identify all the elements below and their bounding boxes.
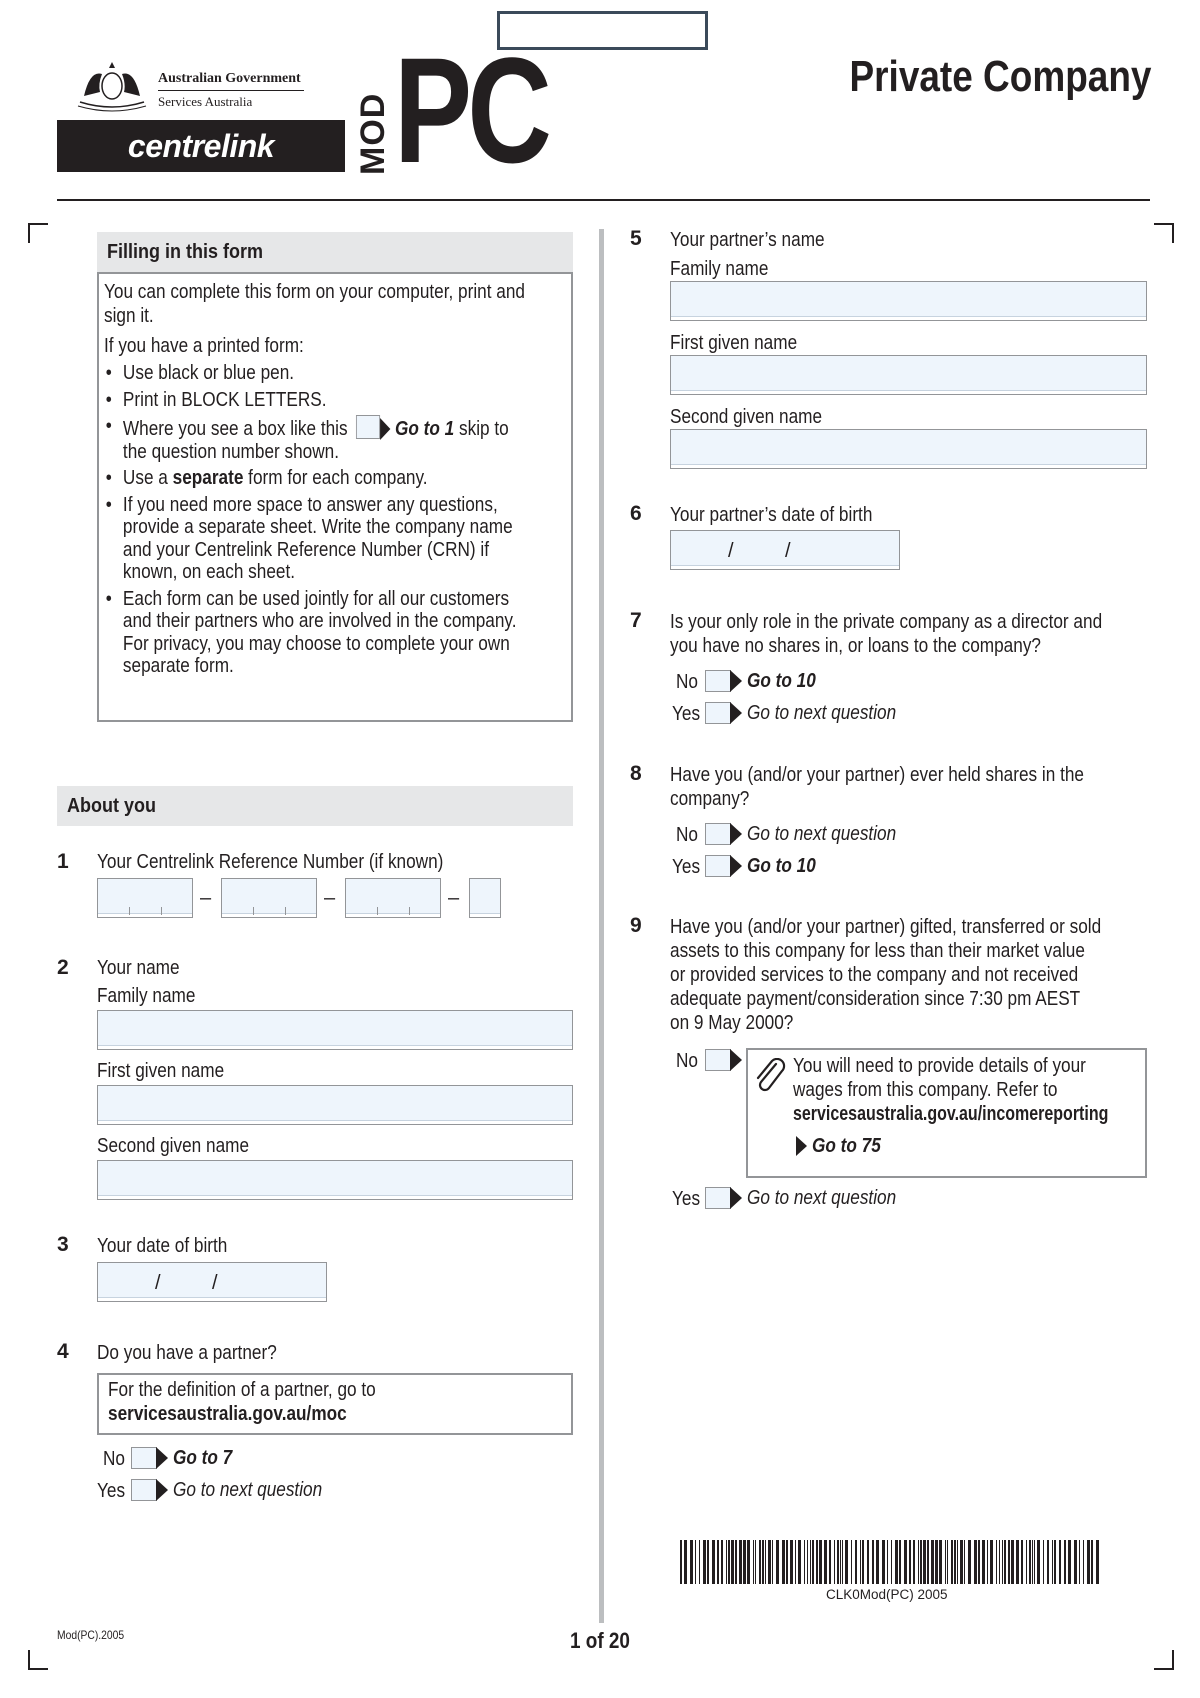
barcode-bar <box>1016 1540 1019 1584</box>
barcode-bar <box>845 1540 848 1584</box>
partner-family-name-field[interactable] <box>670 281 1147 321</box>
question-number: 8 <box>630 762 642 785</box>
barcode-bar <box>882 1540 885 1584</box>
barcode-bar <box>726 1540 727 1584</box>
barcode-bar <box>947 1540 948 1584</box>
barcode-bar <box>772 1540 773 1584</box>
no-goto: Go to next question <box>747 823 897 845</box>
barcode-bar <box>743 1540 746 1584</box>
barcode-bar <box>840 1540 841 1584</box>
barcode-bar <box>876 1540 879 1584</box>
barcode-bar <box>712 1540 715 1584</box>
form-code-large: PC <box>394 26 548 194</box>
barcode-bar <box>739 1540 742 1584</box>
barcode-bar <box>1059 1540 1061 1584</box>
question-line: on 9 May 2000? <box>670 1012 794 1034</box>
barcode-bar <box>721 1540 723 1584</box>
goto-arrow-icon <box>796 1136 807 1156</box>
page-title: Private Company <box>849 52 1151 101</box>
barcode-bar <box>1043 1540 1044 1584</box>
yes-checkbox[interactable] <box>705 855 731 877</box>
filling-bullet: • Each form can be used jointly for all our customers and their partners who are involved in the company. For privacy, you may choose to complete your own separate form. <box>104 588 536 678</box>
barcode-bar <box>790 1540 793 1584</box>
barcode-bar <box>1047 1540 1049 1584</box>
goto-arrow-icon <box>156 1479 168 1501</box>
barcode-bar <box>927 1540 929 1584</box>
centrelink-logo <box>57 120 345 172</box>
no-label: No <box>103 1448 125 1470</box>
filling-bullet: • If you need more space to answer any questions, provide a separate sheet. Write the company name and your Centrelink Reference Number (CRN) if known, on each sheet. <box>104 494 527 584</box>
barcode-bar <box>891 1540 892 1584</box>
no-label: No <box>676 671 698 693</box>
barcode-bar <box>1008 1540 1010 1584</box>
barcode-bar <box>1064 1540 1066 1584</box>
coat-of-arms-icon <box>74 56 150 112</box>
barcode-bar <box>842 1540 843 1584</box>
barcode-bar <box>913 1540 915 1584</box>
barcode <box>680 1540 1100 1584</box>
barcode-bar <box>819 1540 822 1584</box>
filling-list <box>104 362 534 678</box>
question-label: Your partner’s name <box>670 229 825 251</box>
barcode-bar <box>999 1540 1000 1584</box>
partner-date-of-birth-field[interactable] <box>670 530 900 570</box>
barcode-bar <box>798 1540 801 1584</box>
barcode-bar <box>1074 1540 1077 1584</box>
barcode-bar <box>728 1540 730 1584</box>
barcode-bar <box>872 1540 874 1584</box>
column-divider <box>599 229 604 1623</box>
barcode-bar <box>899 1540 901 1584</box>
barcode-bar <box>1032 1540 1033 1584</box>
barcode-bar <box>804 1540 805 1584</box>
yes-label: Yes <box>672 856 701 878</box>
barcode-bar <box>768 1540 771 1584</box>
goto-arrow-icon <box>156 1447 168 1469</box>
filling-bullet: • Print in BLOCK LETTERS. <box>104 389 534 412</box>
filling-content <box>104 280 551 682</box>
barcode-bar <box>1021 1540 1023 1584</box>
barcode-bar <box>968 1540 971 1584</box>
question-line: you have no shares in, or loans to the company? <box>670 635 1041 657</box>
filling-bullet: • Use a separate form for each company. <box>104 467 534 490</box>
barcode-bar <box>747 1540 750 1584</box>
question-label: Your Centrelink Reference Number (if known) <box>97 851 444 873</box>
question-line: Have you (and/or your partner) ever held shares in the <box>670 764 1084 786</box>
gov-line-2: Services Australia <box>158 94 253 109</box>
question-number: 9 <box>630 914 642 937</box>
barcode-bar <box>1079 1540 1080 1584</box>
barcode-bar <box>829 1540 831 1584</box>
barcode-bar <box>837 1540 839 1584</box>
barcode-bar <box>862 1540 864 1584</box>
barcode-bar <box>812 1540 814 1584</box>
question-number: 3 <box>57 1233 69 1256</box>
office-use-box[interactable] <box>497 11 708 50</box>
filling-intro: You can complete this form on your computer, print and sign it. <box>104 281 525 327</box>
barcode-bar <box>951 1540 953 1584</box>
yes-label: Yes <box>97 1480 126 1502</box>
second-name-label: Second given name <box>670 406 823 428</box>
crop-mark-bottom-right <box>1154 1650 1174 1670</box>
barcode-bar <box>776 1540 779 1584</box>
barcode-bar <box>795 1540 796 1584</box>
question-line: Is your only role in the private company as a director and <box>670 611 1103 633</box>
barcode-bar <box>978 1540 980 1584</box>
barcode-bar <box>765 1540 766 1584</box>
barcode-bar <box>990 1540 993 1584</box>
question-line: assets to this company for less than their market value <box>670 940 1085 962</box>
no-checkbox[interactable] <box>705 1049 731 1071</box>
barcode-bar <box>960 1540 963 1584</box>
no-goto: Go to 10 <box>747 670 816 692</box>
yes-checkbox[interactable] <box>705 1187 731 1209</box>
barcode-bar <box>954 1540 956 1584</box>
barcode-bar <box>1083 1540 1084 1584</box>
goto-arrow-icon <box>730 823 742 845</box>
crop-mark-top-right <box>1154 223 1174 243</box>
goto-arrow-icon <box>730 670 742 692</box>
header-rule <box>57 199 1150 201</box>
date-of-birth-field[interactable] <box>97 1262 327 1302</box>
yes-goto: Go to next question <box>747 1187 897 1209</box>
crn-dash: – <box>324 887 336 909</box>
first-name-field[interactable] <box>97 1085 573 1125</box>
barcode-bar <box>918 1540 919 1584</box>
gov-line-1: Australian Government <box>158 71 301 86</box>
barcode-bar <box>974 1540 977 1584</box>
barcode-bar <box>860 1540 861 1584</box>
barcode-bar <box>1096 1540 1099 1584</box>
crn-dash: – <box>448 887 460 909</box>
filling-heading: Filling in this form <box>97 232 573 272</box>
filling-bullet: • Use black or blue pen. <box>104 362 534 385</box>
question-number: 2 <box>57 956 69 979</box>
barcode-bar <box>1004 1540 1006 1584</box>
about-you-heading: About you <box>57 786 573 826</box>
date-slash: / <box>728 540 734 562</box>
date-slash: / <box>155 1272 161 1294</box>
crn-dash: – <box>200 887 212 909</box>
barcode-bar <box>695 1540 696 1584</box>
barcode-bar <box>786 1540 788 1584</box>
barcode-bar <box>684 1540 687 1584</box>
no-checkbox[interactable] <box>131 1447 157 1469</box>
filling-printed: If you have a printed form: <box>104 335 304 357</box>
yes-label: Yes <box>672 703 701 725</box>
barcode-bar <box>699 1540 700 1584</box>
barcode-bar <box>1052 1540 1053 1584</box>
barcode-bar <box>851 1540 852 1584</box>
second-name-field[interactable] <box>97 1160 573 1200</box>
question-line: adequate payment/consideration since 7:30 pm AEST <box>670 988 1081 1010</box>
no-label: No <box>676 824 698 846</box>
question-number: 5 <box>630 227 642 250</box>
income-reporting-link[interactable]: servicesaustralia.gov.au/incomereporting <box>793 1103 1109 1125</box>
question-number: 4 <box>57 1340 69 1363</box>
crop-mark-top-left <box>28 223 48 243</box>
question-label: Do you have a partner? <box>97 1342 277 1364</box>
no-goto: Go to 7 <box>173 1447 233 1469</box>
barcode-bar <box>909 1540 911 1584</box>
barcode-bar <box>690 1540 693 1584</box>
barcode-bar <box>1011 1540 1014 1584</box>
goto-arrow-icon <box>730 855 742 877</box>
barcode-bar <box>887 1540 888 1584</box>
barcode-text: CLK0Mod(PC) 2005 <box>826 1587 948 1602</box>
crn-field-2[interactable] <box>221 878 317 918</box>
question-number: 1 <box>57 850 69 873</box>
barcode-bar <box>957 1540 958 1584</box>
question-number: 7 <box>630 609 642 632</box>
barcode-bar <box>964 1540 965 1584</box>
barcode-bar <box>717 1540 719 1584</box>
first-name-label: First given name <box>670 332 798 354</box>
barcode-bar <box>923 1540 926 1584</box>
question-line: company? <box>670 788 750 810</box>
barcode-bar <box>759 1540 761 1584</box>
barcode-bar <box>1054 1540 1056 1584</box>
paperclip-icon <box>752 1058 788 1094</box>
barcode-bar <box>935 1540 938 1584</box>
barcode-bar <box>855 1540 857 1584</box>
question-label: Your name <box>97 957 180 979</box>
date-slash: / <box>785 540 791 562</box>
wages-goto: Go to 75 <box>812 1135 881 1157</box>
goto-arrow-icon <box>730 1049 742 1071</box>
barcode-bar <box>1068 1540 1071 1584</box>
family-name-field[interactable] <box>97 1010 573 1050</box>
example-goto: Go to 1 <box>395 418 455 440</box>
first-name-label: First given name <box>97 1060 225 1082</box>
barcode-bar <box>987 1540 988 1584</box>
barcode-bar <box>904 1540 907 1584</box>
barcode-bar <box>867 1540 869 1584</box>
second-name-label: Second given name <box>97 1135 250 1157</box>
barcode-bar <box>982 1540 985 1584</box>
yes-goto: Go to next question <box>747 702 897 724</box>
crop-mark-bottom-left <box>28 1650 48 1670</box>
wages-info-line: You will need to provide details of your <box>793 1055 1086 1077</box>
barcode-bar <box>735 1540 737 1584</box>
barcode-bar <box>762 1540 764 1584</box>
example-arrow-icon <box>380 418 390 440</box>
question-line: or provided services to the company and not received <box>670 964 1079 986</box>
barcode-bar <box>753 1540 754 1584</box>
barcode-bar <box>816 1540 818 1584</box>
goto-arrow-icon <box>730 702 742 724</box>
barcode-bar <box>945 1540 946 1584</box>
centrelink-wordmark: centrelink <box>127 127 275 164</box>
barcode-bar <box>939 1540 942 1584</box>
barcode-bar <box>755 1540 756 1584</box>
barcode-bar <box>1034 1540 1035 1584</box>
barcode-bar <box>707 1540 709 1584</box>
barcode-bar <box>1026 1540 1027 1584</box>
goto-arrow-icon <box>730 1187 742 1209</box>
barcode-bar <box>1091 1540 1093 1584</box>
barcode-bar <box>895 1540 898 1584</box>
gov-divider <box>158 90 304 91</box>
yes-goto: Go to 10 <box>747 855 816 877</box>
yes-label: Yes <box>672 1188 701 1210</box>
partner-second-name-field[interactable] <box>670 429 1147 469</box>
partner-info-link[interactable]: servicesaustralia.gov.au/moc <box>108 1403 347 1425</box>
barcode-bar <box>1087 1540 1090 1584</box>
barcode-bar <box>1002 1540 1003 1584</box>
question-line: Have you (and/or your partner) gifted, transferred or sold <box>670 916 1102 938</box>
crn-field-3[interactable] <box>345 878 441 918</box>
no-checkbox[interactable] <box>705 670 731 692</box>
page-number: 1 of 20 <box>570 1628 630 1653</box>
crn-field-1[interactable] <box>97 878 193 918</box>
no-label: No <box>676 1050 698 1072</box>
question-label: Your partner’s date of birth <box>670 504 873 526</box>
barcode-bar <box>731 1540 734 1584</box>
barcode-bar <box>680 1540 682 1584</box>
no-checkbox[interactable] <box>705 823 731 845</box>
barcode-bar <box>782 1540 785 1584</box>
wages-info-line: wages from this company. Refer to <box>793 1079 1058 1101</box>
barcode-bar <box>824 1540 827 1584</box>
barcode-bar <box>807 1540 808 1584</box>
barcode-bar <box>810 1540 811 1584</box>
barcode-bar <box>920 1540 922 1584</box>
barcode-bar <box>931 1540 934 1584</box>
form-code-small: MOD <box>354 92 392 175</box>
family-name-label: Family name <box>97 985 196 1007</box>
barcode-bar <box>996 1540 997 1584</box>
yes-checkbox[interactable] <box>705 702 731 724</box>
partner-first-name-field[interactable] <box>670 355 1147 395</box>
crn-field-4[interactable] <box>469 878 501 918</box>
yes-goto: Go to next question <box>173 1479 323 1501</box>
partner-info-text: For the definition of a partner, go to <box>108 1379 376 1401</box>
date-slash: / <box>212 1272 218 1294</box>
filling-bullet: • Where you see a box like this Go to 1 skip to the question number shown. <box>104 415 534 463</box>
example-checkbox <box>356 415 380 439</box>
family-name-label: Family name <box>670 258 769 280</box>
barcode-bar <box>703 1540 706 1584</box>
question-number: 6 <box>630 502 642 525</box>
question-label: Your date of birth <box>97 1235 228 1257</box>
barcode-bar <box>1029 1540 1031 1584</box>
yes-checkbox[interactable] <box>131 1479 157 1501</box>
barcode-bar <box>1037 1540 1040 1584</box>
barcode-bar <box>834 1540 835 1584</box>
form-id: Mod(PC).2005 <box>57 1628 125 1642</box>
